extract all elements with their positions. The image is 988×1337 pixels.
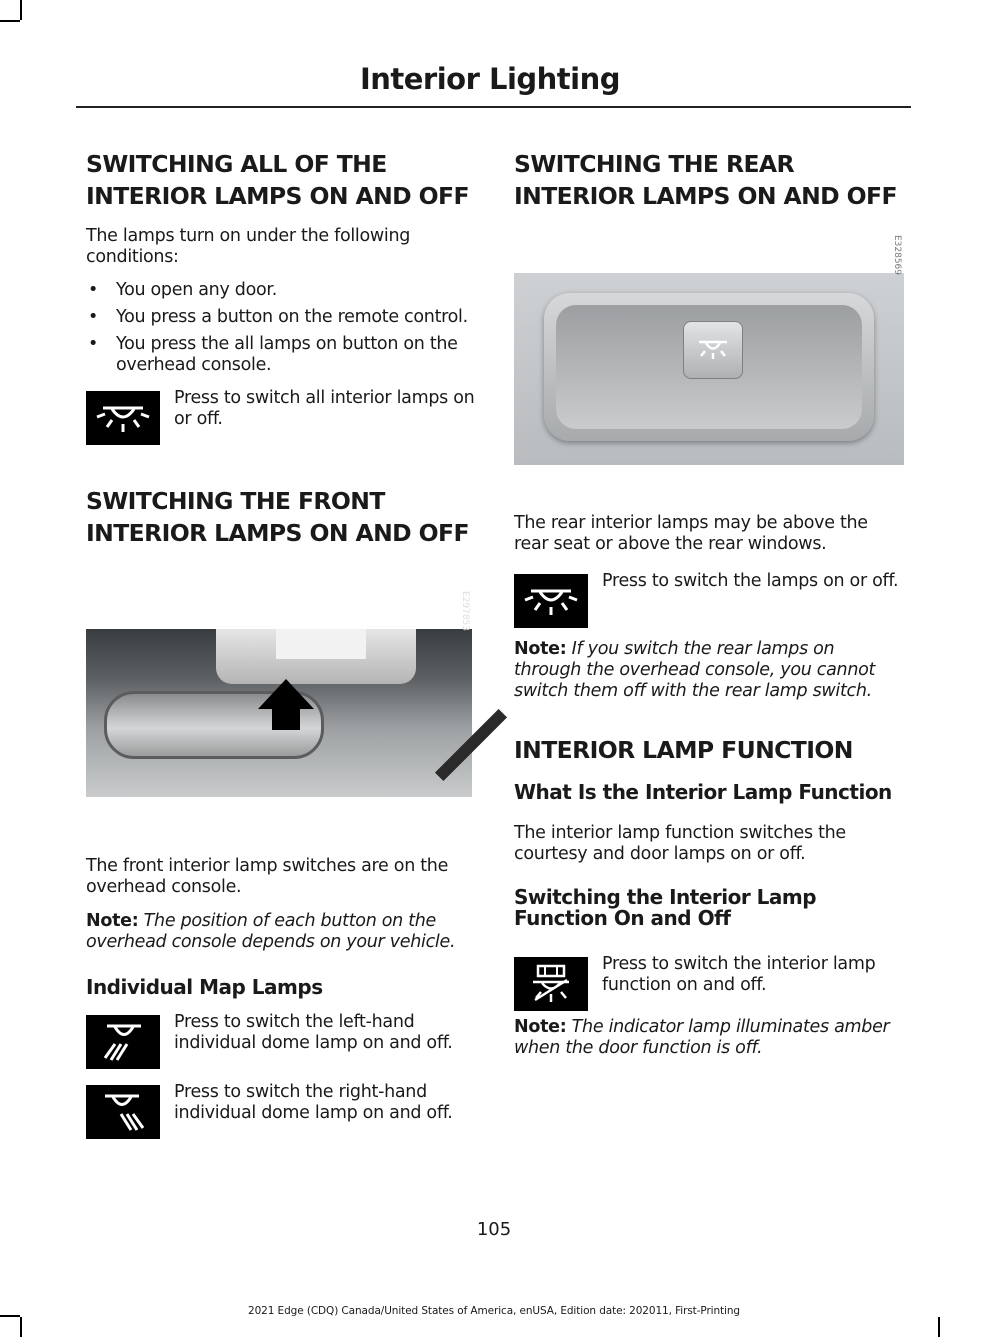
- map-left-icon-text: Press to switch the left-hand individual dome lamp on and off.: [174, 1012, 453, 1053]
- photo-caption-code: E328569: [892, 234, 902, 275]
- right-column: [514, 148, 906, 1059]
- map-right-icon-row: [86, 1082, 478, 1139]
- crop-mark: [20, 1317, 22, 1337]
- all-lamps-icon-text: Press to switch all interior lamps on or off.: [174, 388, 475, 429]
- rear-lamp-switch-photo: [514, 234, 904, 465]
- section-heading-lamp-function: INTERIOR LAMP FUNCTION: [514, 736, 853, 764]
- section-heading-rear-lamps: SWITCHING THE REAR INTERIOR LAMPS ON AND OFF: [514, 150, 897, 210]
- lamp-function-body: The interior lamp function switches the courtesy and door lamps on or off.: [514, 823, 846, 864]
- map-lamps-subheading: Individual Map Lamps: [86, 975, 323, 999]
- header-divider: [76, 106, 911, 108]
- photo-caption-code: E297853: [460, 590, 470, 631]
- section-heading-front-lamps: SWITCHING THE FRONT INTERIOR LAMPS ON AND OFF: [86, 487, 469, 547]
- page-number: 105: [476, 1219, 512, 1240]
- map-left-icon-row: [86, 1012, 478, 1069]
- page-header-title: Interior Lighting: [359, 62, 620, 96]
- rear-lamp-button: [683, 321, 743, 379]
- lamp-function-icon-row: [514, 954, 906, 1011]
- dome-lamp-icon: [514, 574, 588, 628]
- rear-lamps-body: The rear interior lamps may be above the rear seat or above the rear windows.: [514, 513, 868, 554]
- left-column: [86, 148, 478, 1139]
- left-map-lamp-icon: [86, 1015, 160, 1069]
- list-item: • You press the all lamps on button on the overhead console.: [86, 334, 478, 376]
- lamp-function-icon-text: Press to switch the interior lamp function on and off.: [602, 954, 876, 995]
- edition-info: 2021 Edge (CDQ) Canada/United States of America, enUSA, Edition date: 202011, First-Printing: [248, 1305, 740, 1317]
- all-lamps-icon-row: [86, 388, 478, 445]
- windshield-edge: [435, 709, 507, 781]
- all-lamps-intro: The lamps turn on under the following conditions:: [86, 226, 411, 267]
- list-item: • You press a button on the remote control.: [86, 307, 478, 328]
- section-heading-all-lamps: SWITCHING ALL OF THE INTERIOR LAMPS ON AND OFF: [86, 150, 469, 210]
- dome-lamp-icon: [86, 391, 160, 445]
- map-right-icon-text: Press to switch the right-hand individual dome lamp on and off.: [174, 1082, 453, 1123]
- rear-lamps-icon-text: Press to switch the lamps on or off.: [602, 571, 899, 591]
- crop-mark: [938, 1317, 940, 1337]
- what-is-function-subheading: What Is the Interior Lamp Function: [514, 780, 892, 804]
- arrow-up-icon: [258, 679, 314, 709]
- door-lamp-off-icon: [514, 957, 588, 1011]
- dome-lamp-icon: [693, 336, 733, 364]
- arrow-up-stem: [272, 708, 300, 730]
- crop-mark: [0, 20, 20, 22]
- lamp-function-note: Note: The indicator lamp illuminates amber when the door function is off.: [514, 1017, 890, 1058]
- front-lamps-note: Note: The position of each button on the overhead console depends on your vehicle.: [86, 911, 456, 952]
- switch-function-subheading: Switching the Interior Lamp Function On and Off: [514, 885, 817, 930]
- rear-lamps-icon-row: [514, 571, 906, 628]
- right-map-lamp-icon: [86, 1085, 160, 1139]
- overhead-console-photo: [86, 590, 472, 797]
- conditions-list: [86, 280, 478, 376]
- front-lamps-body: The front interior lamp switches are on the overhead console.: [86, 856, 449, 897]
- list-item: • You open any door.: [86, 280, 478, 301]
- crop-mark: [20, 0, 22, 20]
- rear-lamps-note: Note: If you switch the rear lamps on through the overhead console, you cannot switch them off with the rear lamp switch.: [514, 639, 876, 701]
- console-light-panel: [276, 629, 366, 659]
